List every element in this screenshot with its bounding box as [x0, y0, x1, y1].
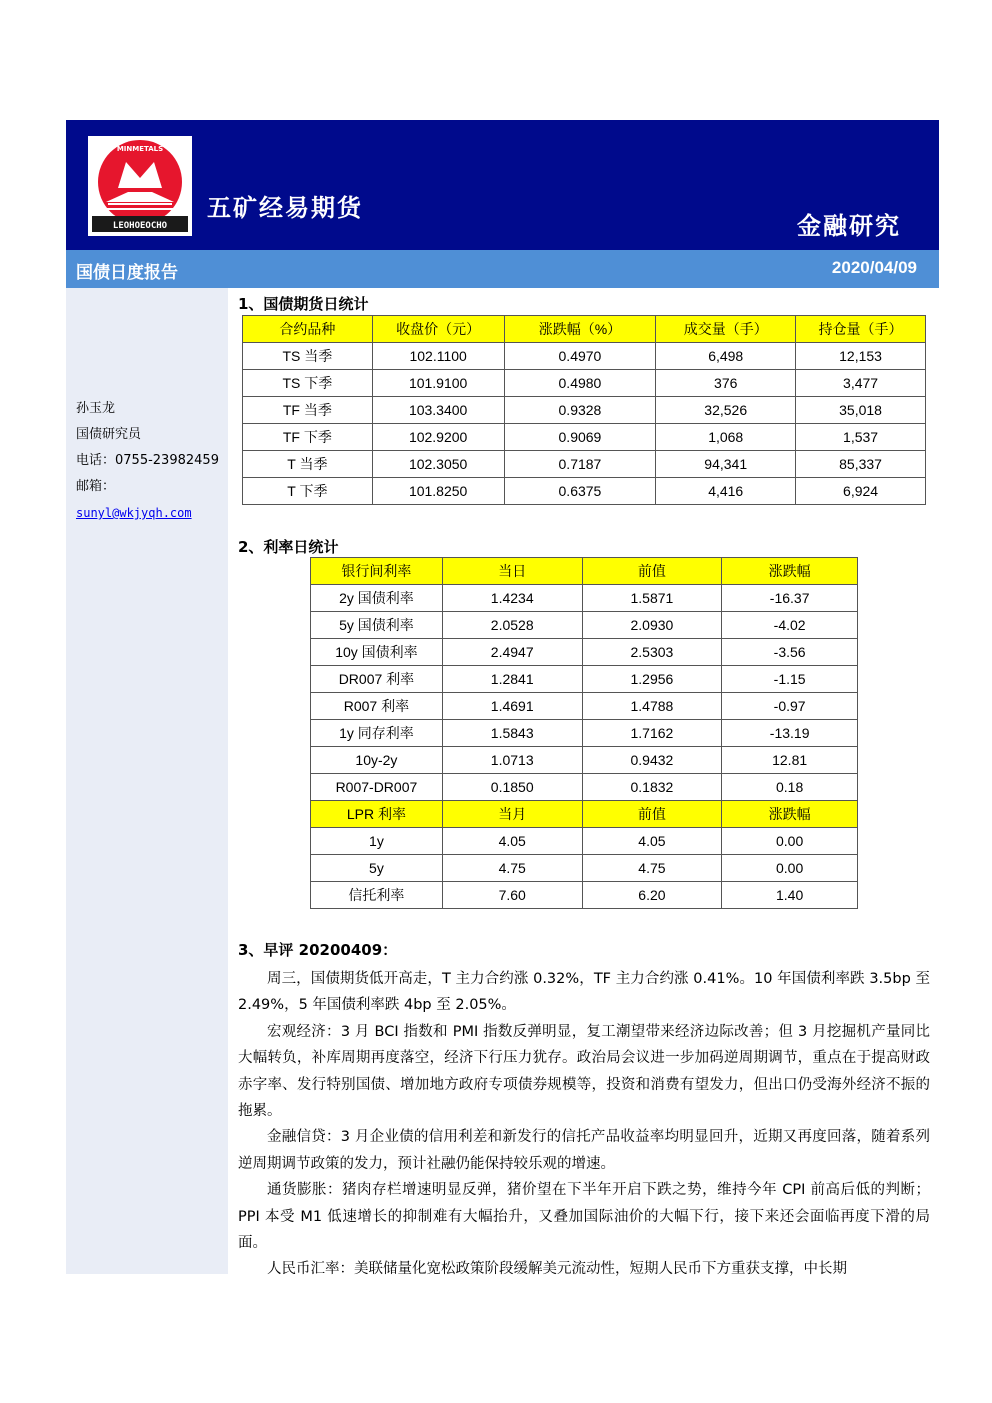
- table-cell: 5y: [311, 855, 443, 882]
- table-cell: 0.1832: [582, 774, 722, 801]
- table-cell: 1.40: [722, 882, 858, 909]
- phone-number: 0755-23982459: [115, 453, 219, 468]
- table-cell: TF 当季: [243, 397, 373, 424]
- table-header-row: [311, 558, 858, 585]
- table-header-cell: 收盘价（元）: [372, 316, 504, 343]
- table-cell: -3.56: [722, 639, 858, 666]
- table-cell: 1.4234: [442, 585, 582, 612]
- morning-review-article: [238, 966, 930, 1283]
- table-row: [311, 747, 858, 774]
- article-paragraph: 周三，国债期货低开高走，T 主力合约涨 0.32%，TF 主力合约涨 0.41%。10 年国债利率跌 3.5bp 至 2.49%，5 年国债利率跌 4bp 至 2.05%。: [238, 971, 930, 1014]
- interest-rate-table: [310, 557, 858, 909]
- table-cell: 32,526: [656, 397, 796, 424]
- company-name: 五矿经易期货: [207, 194, 363, 222]
- table-cell: 1y 同存利率: [311, 720, 443, 747]
- table-cell: 4.05: [442, 828, 582, 855]
- table-cell: 94,341: [656, 451, 796, 478]
- report-header: [66, 120, 939, 250]
- table-header-cell: 涨跌幅: [722, 558, 858, 585]
- table-cell: 4.05: [582, 828, 722, 855]
- table-row: [311, 720, 858, 747]
- table-cell: R007 利率: [311, 693, 443, 720]
- table-header-cell: 成交量（手）: [656, 316, 796, 343]
- table-cell: 7.60: [442, 882, 582, 909]
- table-row: [243, 370, 926, 397]
- table-cell: 376: [656, 370, 796, 397]
- table-cell: 6,924: [796, 478, 926, 505]
- table-cell: 1.2956: [582, 666, 722, 693]
- phone-label: 电话：: [76, 453, 116, 468]
- table-cell: 102.9200: [372, 424, 504, 451]
- table-cell: 102.1100: [372, 343, 504, 370]
- report-subheader: [66, 250, 939, 288]
- table-row: [311, 828, 858, 855]
- table-cell: R007-DR007: [311, 774, 443, 801]
- table-cell: DR007 利率: [311, 666, 443, 693]
- table-cell: -16.37: [722, 585, 858, 612]
- table-row: [311, 882, 858, 909]
- department-name: 金融研究: [797, 212, 901, 240]
- table-cell: TS 下季: [243, 370, 373, 397]
- table-cell: T 当季: [243, 451, 373, 478]
- table-cell: 0.9069: [504, 424, 656, 451]
- table-cell: 10y-2y: [311, 747, 443, 774]
- table-cell: 2.4947: [442, 639, 582, 666]
- table-cell: 4.75: [582, 855, 722, 882]
- table-header-cell: 合约品种: [243, 316, 373, 343]
- table-cell: TS 当季: [243, 343, 373, 370]
- table-cell: -13.19: [722, 720, 858, 747]
- table-row: [311, 774, 858, 801]
- section2-title: 2、利率日统计: [238, 538, 339, 556]
- report-date: 2020/04/09: [831, 258, 917, 277]
- table-cell: 1.7162: [582, 720, 722, 747]
- table-cell: 2y 国债利率: [311, 585, 443, 612]
- table-cell: 0.4980: [504, 370, 656, 397]
- table-header-cell: LPR 利率: [311, 801, 443, 828]
- author-title: 国债研究员: [76, 427, 142, 442]
- table-cell: 0.00: [722, 855, 858, 882]
- table-header-cell: 银行间利率: [311, 558, 443, 585]
- table-cell: 0.4970: [504, 343, 656, 370]
- author-name: 孙玉龙: [76, 401, 116, 416]
- author-phone-line: [76, 448, 219, 474]
- table-cell: 1y: [311, 828, 443, 855]
- table-cell: 2.0930: [582, 612, 722, 639]
- table-cell: 1.5871: [582, 585, 722, 612]
- table-row: [243, 397, 926, 424]
- table-row: [243, 478, 926, 505]
- table-cell: 101.8250: [372, 478, 504, 505]
- table-cell: 0.00: [722, 828, 858, 855]
- table-cell: 2.0528: [442, 612, 582, 639]
- table-cell: 1,068: [656, 424, 796, 451]
- table-cell: 1.2841: [442, 666, 582, 693]
- table-header-cell: 当日: [442, 558, 582, 585]
- table-cell: 信托利率: [311, 882, 443, 909]
- table-cell: 0.6375: [504, 478, 656, 505]
- table-row: [311, 855, 858, 882]
- author-sidebar: [66, 288, 228, 1274]
- table-cell: 101.9100: [372, 370, 504, 397]
- table-header-row: [243, 316, 926, 343]
- minmetals-logo-icon: [88, 136, 192, 236]
- table-row: [311, 666, 858, 693]
- article-paragraph: 金融信贷：3 月企业债的信用利差和新发行的信托产品收益率均明显回升，近期又再度回落，随着系列逆周期调节政策的发力，预计社融仍能保持较乐观的增速。: [238, 1129, 930, 1172]
- table-header-cell: 持仓量（手）: [796, 316, 926, 343]
- table-cell: TF 下季: [243, 424, 373, 451]
- table-header-cell: 前值: [582, 801, 722, 828]
- table-cell: 3,477: [796, 370, 926, 397]
- table-cell: 4,416: [656, 478, 796, 505]
- table-cell: 1.5843: [442, 720, 582, 747]
- author-info: [76, 396, 219, 527]
- report-type: 国债日度报告: [76, 263, 178, 283]
- table-cell: 6.20: [582, 882, 722, 909]
- table-header-cell: 涨跌幅（%）: [504, 316, 656, 343]
- table-header-cell: 前值: [582, 558, 722, 585]
- table-cell: -4.02: [722, 612, 858, 639]
- table-cell: 0.7187: [504, 451, 656, 478]
- article-paragraph: 人民币汇率：美联储量化宽松政策阶段缓解美元流动性，短期人民币下方重获支撑，中长期: [267, 1261, 847, 1278]
- article-paragraph: 宏观经济：3 月 BCI 指数和 PMI 指数反弹明显，复工潮望带来经济边际改善；但 3 月挖掘机产量同比大幅转负，补库周期再度落空，经济下行压力犹存。政治局会议进一步加码逆周期调节，重点在于提高财政赤字率、发行特别国债、增加地方政府专项债券规模等，投资和消费有望发力，但出口仍受海外经济不振的拖累。: [238, 1023, 930, 1120]
- table-cell: 1.4691: [442, 693, 582, 720]
- table-row: [311, 639, 858, 666]
- table-cell: 2.5303: [582, 639, 722, 666]
- table-cell: 5y 国债利率: [311, 612, 443, 639]
- table-row: [311, 612, 858, 639]
- table-cell: 85,337: [796, 451, 926, 478]
- table-cell: 12,153: [796, 343, 926, 370]
- table-cell: 35,018: [796, 397, 926, 424]
- table-row: [243, 424, 926, 451]
- table-cell: 1.4788: [582, 693, 722, 720]
- table-cell: 0.9328: [504, 397, 656, 424]
- table-cell: 102.3050: [372, 451, 504, 478]
- table-cell: -1.15: [722, 666, 858, 693]
- table-header-row: [311, 801, 858, 828]
- table-header-cell: 涨跌幅: [722, 801, 858, 828]
- logo-text-top: MINMETALS: [116, 145, 164, 153]
- article-paragraph: 通货膨胀：猪肉存栏增速明显反弹，猪价望在下半年开启下跌之势，维持今年 CPI 前高后低的判断；PPI 本受 M1 低速增长的抑制难有大幅抬升，又叠加国际油价的大幅下行，接下来还会面临再度下滑的局面。: [238, 1182, 930, 1252]
- table-cell: 12.81: [722, 747, 858, 774]
- futures-stats-table: [242, 315, 926, 505]
- author-email-link[interactable]: sunyl@wkjyqh.com: [76, 506, 192, 520]
- email-label: 邮箱：: [76, 479, 116, 494]
- table-row: [311, 585, 858, 612]
- section3-title: 3、早评 20200409：: [238, 941, 398, 959]
- table-cell: 4.75: [442, 855, 582, 882]
- table-cell: 1,537: [796, 424, 926, 451]
- table-cell: T 下季: [243, 478, 373, 505]
- table-cell: 0.1850: [442, 774, 582, 801]
- table-cell: 10y 国债利率: [311, 639, 443, 666]
- table-cell: 0.18: [722, 774, 858, 801]
- table-row: [311, 693, 858, 720]
- table-row: [243, 343, 926, 370]
- logo-text-bottom: LEOHOEOCHO: [112, 221, 168, 231]
- table-cell: 6,498: [656, 343, 796, 370]
- table-cell: 1.0713: [442, 747, 582, 774]
- section1-title: 1、国债期货日统计: [238, 295, 369, 313]
- table-cell: 0.9432: [582, 747, 722, 774]
- table-row: [243, 451, 926, 478]
- table-header-cell: 当月: [442, 801, 582, 828]
- table-cell: 103.3400: [372, 397, 504, 424]
- table-cell: -0.97: [722, 693, 858, 720]
